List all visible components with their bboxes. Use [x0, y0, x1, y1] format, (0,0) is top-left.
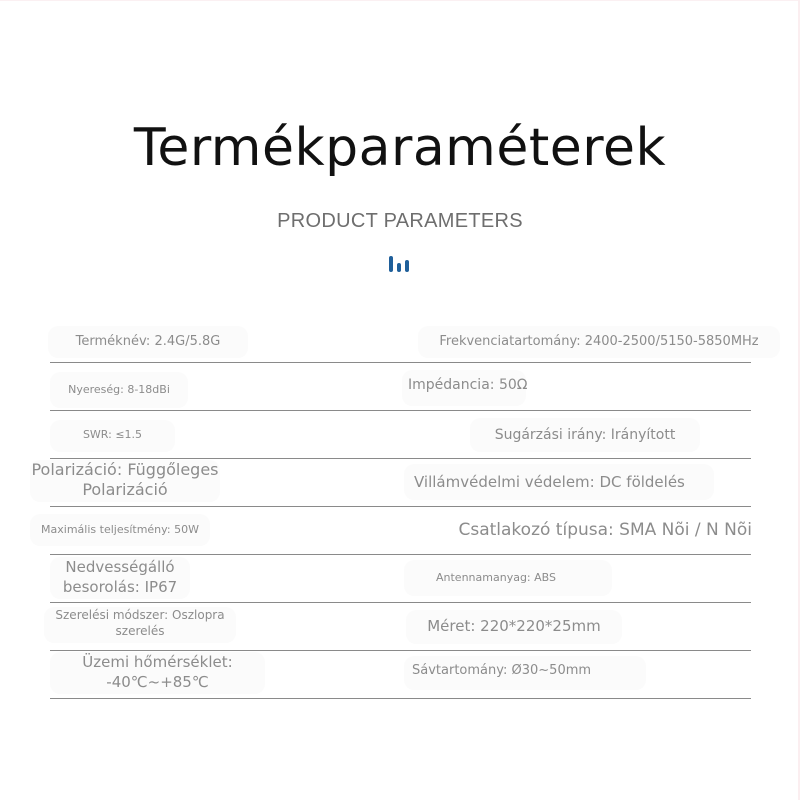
param-product-name: Terméknév: 2.4G/5.8G	[48, 326, 248, 358]
row-divider	[50, 362, 751, 363]
param-band-range: Sávtartomány: Ø30~50mm	[404, 656, 646, 690]
param-antenna-material: Antennamanyag: ABS	[404, 560, 612, 596]
param-mounting	[44, 607, 236, 643]
param-mounting-line2: szerelés	[115, 624, 165, 638]
param-waterproof-line1: Nedvességálló	[65, 558, 175, 576]
row-divider	[50, 506, 751, 507]
param-polarization-line1: Polarizáció: Függőleges	[31, 460, 219, 479]
row-divider	[50, 458, 751, 459]
param-gain: Nyereség: 8-18dBi	[50, 372, 188, 408]
param-size: Méret: 220*220*25mm	[406, 610, 622, 644]
param-mounting-line1: Szerelési módszer: Oszlopra	[55, 608, 225, 622]
param-frequency-range: Frekvenciatartomány: 2400-2500/5150-5850MHz	[418, 326, 780, 358]
top-border	[0, 0, 800, 1]
row-divider	[50, 554, 751, 555]
page-title: Termékparaméterek	[133, 118, 667, 178]
param-operating-temp-line2: -40℃~+85℃	[106, 673, 209, 691]
param-waterproof-line2: besorolás: IP67	[62, 578, 178, 596]
param-connector-type: Csatlakozó típusa: SMA Nõi / N Nõi	[458, 520, 752, 540]
row-divider	[50, 698, 751, 699]
row-divider	[50, 650, 751, 651]
param-polarization	[30, 460, 220, 502]
param-radiation-direction: Sugárzási irány: Irányított	[470, 418, 700, 452]
param-max-power: Maximális teljesítmény: 50W	[30, 514, 210, 546]
param-lightning-protection: Villámvédelmi védelem: DC földelés	[404, 464, 714, 500]
param-operating-temp-line1: Üzemi hőmérséklet:	[82, 653, 233, 671]
row-divider	[50, 410, 751, 411]
page-subtitle: PRODUCT PARAMETERS	[277, 210, 523, 232]
param-waterproof	[50, 557, 190, 599]
param-polarization-line2: Polarizáció	[82, 480, 168, 499]
bar-chart-icon	[389, 254, 413, 272]
param-swr: SWR: ≤1.5	[50, 420, 175, 452]
param-operating-temp	[50, 652, 265, 694]
param-impedance: Impédancia: 50Ω	[402, 370, 526, 406]
row-divider	[50, 602, 751, 603]
